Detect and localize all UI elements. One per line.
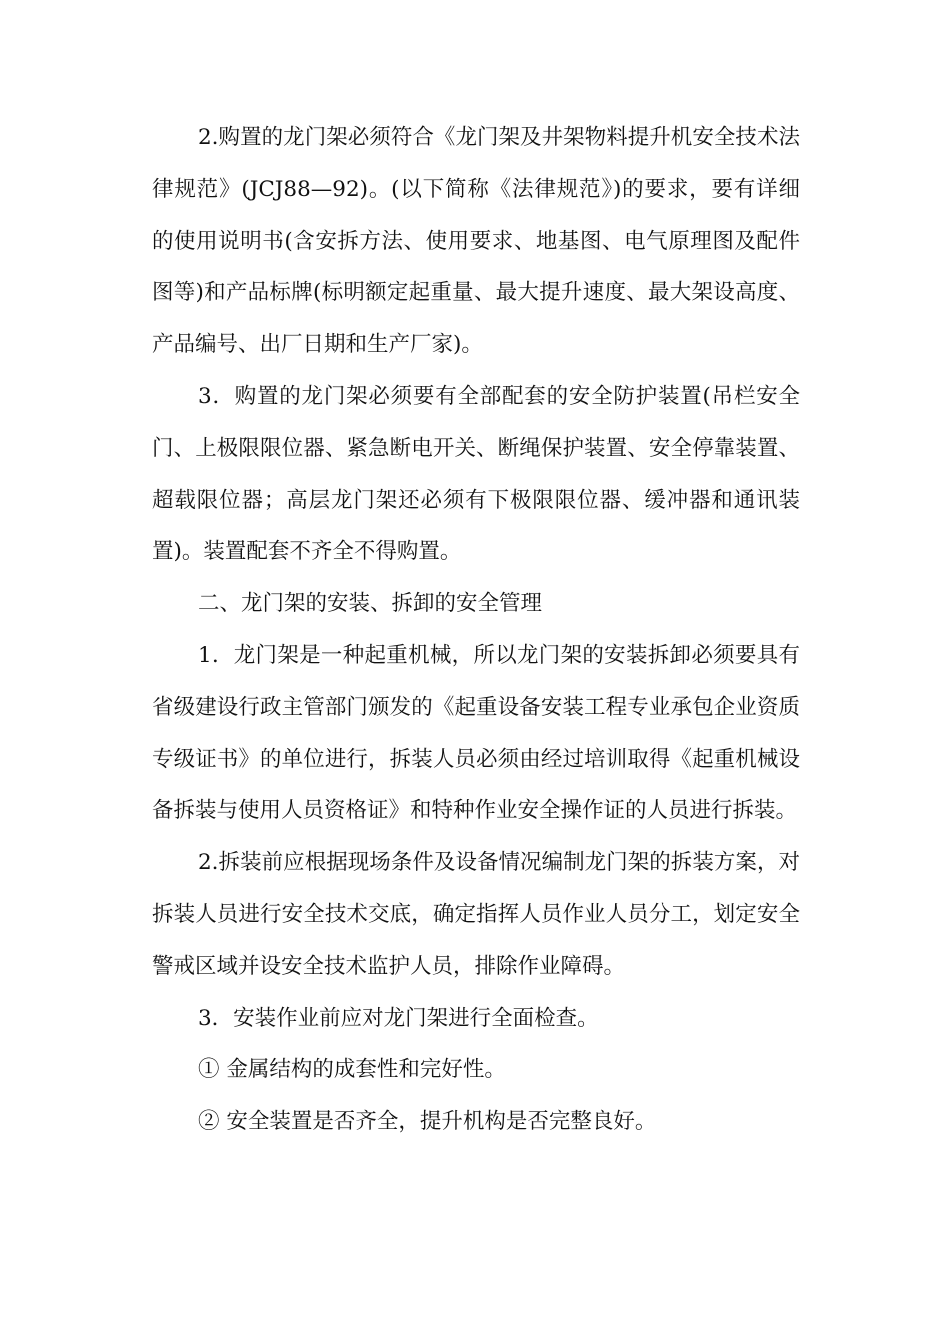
paragraph-disassembly-plan: 2.拆装前应根据现场条件及设备情况编制龙门架的拆装方案，对拆装人员进行安全技术交底，确定指挥人员作业人员分工，划定安全警戒区域并设安全技术监护人员，排除作业障碍。 [152, 850, 800, 979]
paragraph-inspection: 3．安装作业前应对龙门架进行全面检查。 [198, 1005, 599, 1031]
section-heading-installation: 二、龙门架的安装、拆卸的安全管理 [198, 591, 543, 617]
document-page [152, 112, 800, 1148]
list-item-structure: ① 金属结构的成套性和完好性。 [198, 1057, 506, 1083]
paragraph-safety-devices: 3．购置的龙门架必须要有全部配套的安全防护装置(吊栏安全门、上极限限位器、紧急断电开关、断绳保护装置、安全停靠装置、超载限位器；高层龙门架还必须有下极限限位器、缓冲器和通讯装置)。装置配套不齐全不得购置。 [152, 383, 800, 565]
list-item-safety-check: ② 安全装置是否齐全，提升机构是否完整良好。 [198, 1109, 657, 1135]
paragraph-purchase-requirements: 2.购置的龙门架必须符合《龙门架及井架物料提升机安全技术法律规范》(JCJ88—92)。(以下简称《法律规范》)的要求，要有详细的使用说明书(含安拆方法、使用要求、地基图、电气原理图及配件图等)和产品标牌(标明额定起重量、最大提升速度、最大架设高度、产品编号、出厂日期和生产厂家)。 [152, 125, 800, 358]
paragraph-qualification: 1．龙门架是一种起重机械，所以龙门架的安装拆卸必须要具有省级建设行政主管部门颁发的《起重设备安装工程专业承包企业资质专级证书》的单位进行，拆装人员必须由经过培训取得《起重机械设备拆装与使用人员资格证》和特种作业安全操作证的人员进行拆装。 [152, 642, 800, 824]
